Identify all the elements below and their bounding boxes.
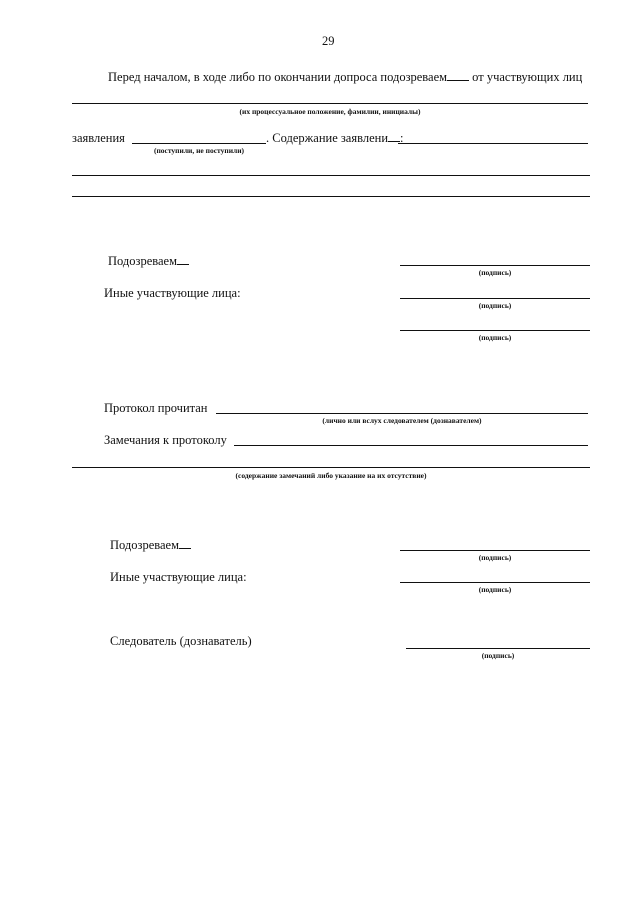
investigator-signature-label: Следователь (дознаватель) [110,634,252,648]
participants-signature-label-1: Иные участвующие лица: [104,286,241,300]
suspect-label-blank [177,254,189,265]
suspect-signature-line-2 [400,550,590,551]
suspect-label-blank [179,538,191,549]
participants-fill-line [72,103,588,104]
protocol-read-caption: (лично или вслух следователем (дознавателем) [322,416,482,425]
suspect-signature-label-1 [108,254,189,268]
suspect-label-text: Подозреваем [108,254,178,268]
signature-caption: (подпись) [481,651,515,660]
protocol-read-label: Протокол прочитан [104,401,208,415]
statements-status-caption: (поступили, не поступили) [153,146,245,155]
signature-caption: (подпись) [478,268,512,277]
participants-signature-label-2: Иные участвующие лица: [110,570,247,584]
suspect-ending-blank [447,70,469,81]
statements-content-label [266,131,404,145]
participant-signature-line-1 [400,298,590,299]
statements-fill-line-1 [72,175,590,176]
suspect-signature-line-1 [400,265,590,266]
signature-caption: (подпись) [478,301,512,310]
statements-content-line [398,143,588,144]
statements-content-suffix: : [400,131,404,145]
intro-text-after: от участвующих лиц [472,70,583,84]
intro-text-before: Перед началом, в ходе либо по окончании допроса подозреваем [108,70,448,84]
signature-caption: (подпись) [478,585,512,594]
participants-caption: (их процессуальное положение, фамилии, инициалы) [239,107,421,116]
remarks-caption: (содержание замечаний либо указание на их отсутствие) [235,471,427,480]
statements-fill-line-2 [72,196,590,197]
remarks-fill-line [72,467,590,468]
suspect-label-text: Подозреваем [110,538,180,552]
statements-content-text: . Содержание заявлени [266,131,389,145]
page-number: 29 [322,34,335,48]
investigator-signature-line [406,648,590,649]
participant-signature-line-3 [400,582,590,583]
remarks-label: Замечания к протоколу [104,433,227,447]
signature-caption: (подпись) [478,553,512,562]
participant-signature-line-2 [400,330,590,331]
intro-line [108,70,582,84]
suspect-signature-label-2 [110,538,191,552]
statement-ending-blank [388,131,400,142]
remarks-line [234,445,588,446]
protocol-read-line [216,413,588,414]
signature-caption: (подпись) [478,333,512,342]
statements-label: заявления [72,131,125,145]
statements-status-line [132,143,266,144]
